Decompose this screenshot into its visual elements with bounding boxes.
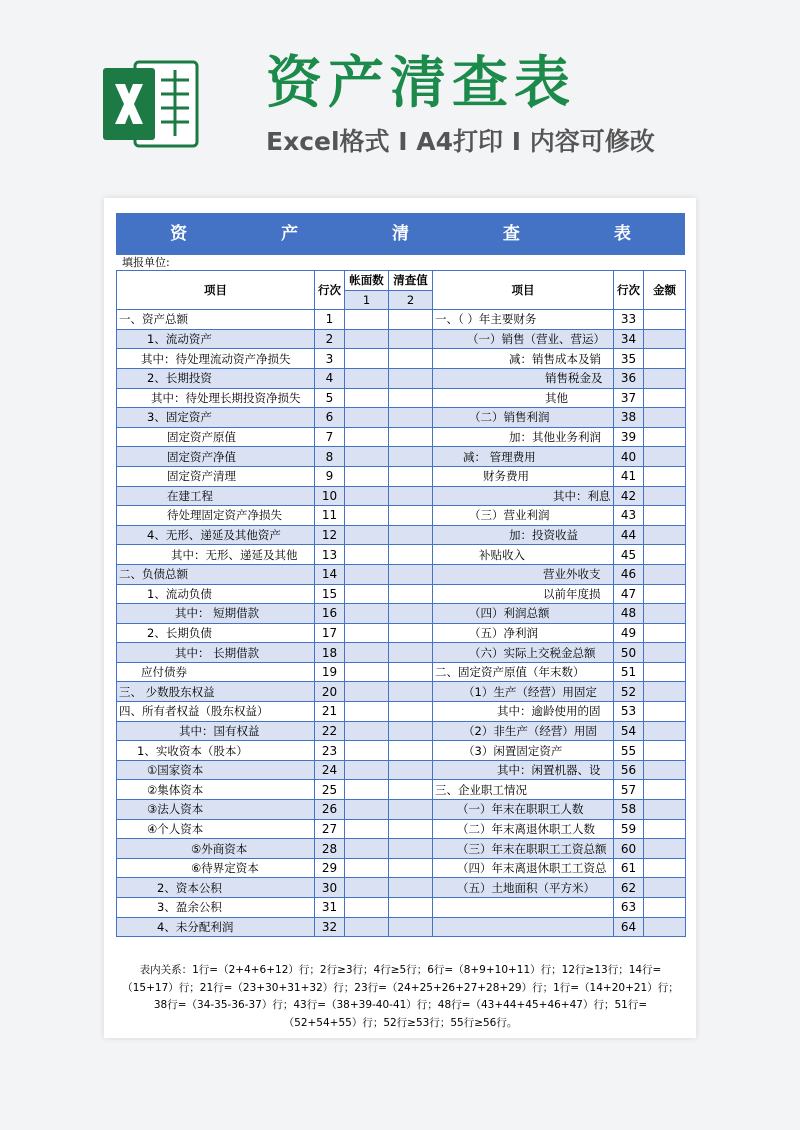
amount-cell[interactable] (644, 721, 686, 741)
right-item-cell: （四）利润总额 (433, 604, 614, 624)
table-row (117, 800, 686, 820)
check-value-cell[interactable] (389, 780, 433, 800)
table-row (117, 584, 686, 604)
left-item-cell: 在建工程 (117, 486, 315, 506)
page-title: 资产清查表 (266, 51, 576, 116)
amount-cell[interactable] (644, 878, 686, 898)
header-book-index: 1 (345, 290, 389, 310)
book-value-cell[interactable] (345, 427, 389, 447)
book-value-cell[interactable] (345, 800, 389, 820)
right-row-no-cell: 61 (614, 858, 644, 878)
right-item-cell: （五）净利润 (433, 623, 614, 643)
amount-cell[interactable] (644, 662, 686, 682)
book-value-cell[interactable] (345, 447, 389, 467)
check-value-cell[interactable] (389, 623, 433, 643)
amount-cell[interactable] (644, 388, 686, 408)
left-row-no-cell: 10 (315, 486, 345, 506)
left-row-no-cell: 14 (315, 564, 345, 584)
amount-cell[interactable] (644, 623, 686, 643)
sheet-paper (104, 198, 696, 1038)
check-value-cell[interactable] (389, 447, 433, 467)
book-value-cell[interactable] (345, 604, 389, 624)
check-value-cell[interactable] (389, 564, 433, 584)
left-row-no-cell: 31 (315, 898, 345, 918)
book-value-cell[interactable] (345, 349, 389, 369)
amount-cell[interactable] (644, 898, 686, 918)
right-row-no-cell: 50 (614, 643, 644, 663)
check-value-cell[interactable] (389, 525, 433, 545)
right-item-cell: 营业外收支 (433, 564, 614, 584)
table-row (117, 623, 686, 643)
amount-cell[interactable] (644, 858, 686, 878)
book-value-cell[interactable] (345, 329, 389, 349)
left-item-cell: 其中：待处理流动资产净损失 (117, 349, 315, 369)
excel-logo-icon (101, 58, 201, 150)
table-row (117, 741, 686, 761)
left-item-cell: 3、盈余公积 (117, 898, 315, 918)
left-item-cell: 待处理固定资产净损失 (117, 506, 315, 526)
left-row-no-cell: 15 (315, 584, 345, 604)
check-value-cell[interactable] (389, 800, 433, 820)
right-row-no-cell: 35 (614, 349, 644, 369)
left-item-cell: 固定资产原值 (117, 427, 315, 447)
book-value-cell[interactable] (345, 721, 389, 741)
table-row (117, 917, 686, 937)
amount-cell[interactable] (644, 427, 686, 447)
left-item-cell: 4、无形、递延及其他资产 (117, 525, 315, 545)
amount-cell[interactable] (644, 310, 686, 330)
check-value-cell[interactable] (389, 368, 433, 388)
table-row (117, 721, 686, 741)
check-value-cell[interactable] (389, 643, 433, 663)
amount-cell[interactable] (644, 368, 686, 388)
check-value-cell[interactable] (389, 741, 433, 761)
amount-cell[interactable] (644, 643, 686, 663)
check-value-cell[interactable] (389, 584, 433, 604)
left-row-no-cell: 9 (315, 466, 345, 486)
table-row (117, 819, 686, 839)
left-item-cell: 1、实收资本（股本） (117, 741, 315, 761)
table-row (117, 898, 686, 918)
check-value-cell[interactable] (389, 388, 433, 408)
left-row-no-cell: 8 (315, 447, 345, 467)
right-item-cell: 其中：利息 (433, 486, 614, 506)
right-item-cell: 减：销售成本及销 (433, 349, 614, 369)
right-row-no-cell: 63 (614, 898, 644, 918)
amount-cell[interactable] (644, 525, 686, 545)
right-item-cell: （3）闲置固定资产 (433, 741, 614, 761)
left-item-cell: 固定资产清理 (117, 466, 315, 486)
right-row-no-cell: 47 (614, 584, 644, 604)
check-value-cell[interactable] (389, 878, 433, 898)
table-row (117, 466, 686, 486)
book-value-cell[interactable] (345, 408, 389, 428)
left-row-no-cell: 21 (315, 702, 345, 722)
book-value-cell[interactable] (345, 486, 389, 506)
left-row-no-cell: 29 (315, 858, 345, 878)
book-value-cell[interactable] (345, 760, 389, 780)
left-item-cell: 2、长期负债 (117, 623, 315, 643)
left-row-no-cell: 11 (315, 506, 345, 526)
sheet-title: 资 产 清 查 表 (116, 213, 685, 255)
left-row-no-cell: 32 (315, 917, 345, 937)
table-notes: 表内关系：1行=（2+4+6+12）行；2行≥3行；4行≥5行；6行=（8+9+10+11）行；12行≥13行；14行=（15+17）行；21行=（23+30+31+32）行；23行=（24+25+26+27+28+29）行；1行=（14+20+21）行；38行=（34-35-36-37）行；43行=（38+39-40-41）行；48行=（43+44+45+46+47）行；51行=（52+54+55）行；52行≥53行；55行≥56行。 (122, 964, 679, 1029)
right-item-cell: 以前年度损 (433, 584, 614, 604)
right-item-cell: 销售税金及 (433, 368, 614, 388)
left-row-no-cell: 28 (315, 839, 345, 859)
book-value-cell[interactable] (345, 466, 389, 486)
table-row (117, 682, 686, 702)
left-row-no-cell: 12 (315, 525, 345, 545)
left-row-no-cell: 26 (315, 800, 345, 820)
book-value-cell[interactable] (345, 780, 389, 800)
left-row-no-cell: 16 (315, 604, 345, 624)
left-row-no-cell: 20 (315, 682, 345, 702)
header-check-index: 2 (389, 290, 433, 310)
book-value-cell[interactable] (345, 584, 389, 604)
left-row-no-cell: 17 (315, 623, 345, 643)
right-row-no-cell: 60 (614, 839, 644, 859)
check-value-cell[interactable] (389, 819, 433, 839)
header-amount: 金额 (644, 271, 686, 310)
header-book-value: 帐面数 (345, 271, 389, 291)
check-value-cell[interactable] (389, 839, 433, 859)
book-value-cell[interactable] (345, 310, 389, 330)
left-item-cell: 2、资本公积 (117, 878, 315, 898)
header-item-right: 项目 (433, 271, 614, 310)
left-item-cell: 四、所有者权益（股东权益） (117, 702, 315, 722)
amount-cell[interactable] (644, 584, 686, 604)
table-row (117, 839, 686, 859)
right-row-no-cell: 59 (614, 819, 644, 839)
left-item-cell: 三、 少数股东权益 (117, 682, 315, 702)
check-value-cell[interactable] (389, 662, 433, 682)
left-row-no-cell: 30 (315, 878, 345, 898)
right-row-no-cell: 45 (614, 545, 644, 565)
amount-cell[interactable] (644, 760, 686, 780)
right-item-cell: 其中：逾龄使用的固 (433, 702, 614, 722)
amount-cell[interactable] (644, 702, 686, 722)
book-value-cell[interactable] (345, 643, 389, 663)
amount-cell[interactable] (644, 819, 686, 839)
right-row-no-cell: 39 (614, 427, 644, 447)
right-item-cell: （四）年末离退休职工工资总 (433, 858, 614, 878)
table-row (117, 310, 686, 330)
right-row-no-cell: 57 (614, 780, 644, 800)
check-value-cell[interactable] (389, 682, 433, 702)
right-item-cell: （一）年末在职职工人数 (433, 800, 614, 820)
right-row-no-cell: 62 (614, 878, 644, 898)
right-item-cell: （1）生产（经营）用固定 (433, 682, 614, 702)
left-item-cell: 其中： 长期借款 (117, 643, 315, 663)
check-value-cell[interactable] (389, 721, 433, 741)
left-item-cell: 其中：国有权益 (117, 721, 315, 741)
table-row (117, 349, 686, 369)
left-item-cell: ②集体资本 (117, 780, 315, 800)
amount-cell[interactable] (644, 466, 686, 486)
book-value-cell[interactable] (345, 525, 389, 545)
table-row (117, 525, 686, 545)
check-value-cell[interactable] (389, 545, 433, 565)
left-item-cell: 其中：待处理长期投资净损失 (117, 388, 315, 408)
right-item-cell: 其他 (433, 388, 614, 408)
book-value-cell[interactable] (345, 682, 389, 702)
right-item-cell: 减： 管理费用 (433, 447, 614, 467)
table-row (117, 368, 686, 388)
right-item-cell: （三）年末在职职工工资总额 (433, 839, 614, 859)
right-item-cell (433, 898, 614, 918)
left-item-cell: ③法人资本 (117, 800, 315, 820)
table-row (117, 329, 686, 349)
check-value-cell[interactable] (389, 408, 433, 428)
left-item-cell: ⑤外商资本 (117, 839, 315, 859)
right-row-no-cell: 33 (614, 310, 644, 330)
table-row (117, 427, 686, 447)
book-value-cell[interactable] (345, 898, 389, 918)
right-row-no-cell: 46 (614, 564, 644, 584)
check-value-cell[interactable] (389, 310, 433, 330)
check-value-cell[interactable] (389, 486, 433, 506)
check-value-cell[interactable] (389, 858, 433, 878)
left-item-cell: ①国家资本 (117, 760, 315, 780)
right-row-no-cell: 36 (614, 368, 644, 388)
book-value-cell[interactable] (345, 662, 389, 682)
left-item-cell: 应付债券 (117, 662, 315, 682)
right-item-cell (433, 917, 614, 937)
right-item-cell: 财务费用 (433, 466, 614, 486)
left-row-no-cell: 24 (315, 760, 345, 780)
check-value-cell[interactable] (389, 466, 433, 486)
table-row (117, 643, 686, 663)
asset-table (116, 270, 686, 937)
unit-label: 填报单位: (122, 256, 170, 269)
header-row-no-right: 行次 (614, 271, 644, 310)
book-value-cell[interactable] (345, 545, 389, 565)
right-item-cell: 加：投资收益 (433, 525, 614, 545)
check-value-cell[interactable] (389, 427, 433, 447)
amount-cell[interactable] (644, 564, 686, 584)
right-row-no-cell: 56 (614, 760, 644, 780)
left-item-cell: 其中：无形、递延及其他 (117, 545, 315, 565)
amount-cell[interactable] (644, 545, 686, 565)
amount-cell[interactable] (644, 349, 686, 369)
left-row-no-cell: 18 (315, 643, 345, 663)
header-item: 项目 (117, 271, 315, 310)
right-row-no-cell: 53 (614, 702, 644, 722)
book-value-cell[interactable] (345, 819, 389, 839)
check-value-cell[interactable] (389, 702, 433, 722)
right-item-cell: （三）营业利润 (433, 506, 614, 526)
left-item-cell: 1、流动资产 (117, 329, 315, 349)
right-row-no-cell: 54 (614, 721, 644, 741)
left-row-no-cell: 5 (315, 388, 345, 408)
right-row-no-cell: 52 (614, 682, 644, 702)
amount-cell[interactable] (644, 800, 686, 820)
book-value-cell[interactable] (345, 839, 389, 859)
left-item-cell: 其中： 短期借款 (117, 604, 315, 624)
right-item-cell: （一）销售（营业、营运） (433, 329, 614, 349)
amount-cell[interactable] (644, 917, 686, 937)
left-item-cell: ④个人资本 (117, 819, 315, 839)
book-value-cell[interactable] (345, 388, 389, 408)
check-value-cell[interactable] (389, 349, 433, 369)
left-row-no-cell: 1 (315, 310, 345, 330)
left-row-no-cell: 13 (315, 545, 345, 565)
table-row (117, 760, 686, 780)
right-row-no-cell: 51 (614, 662, 644, 682)
right-item-cell: （二）年末离退休职工人数 (433, 819, 614, 839)
right-item-cell: 补贴收入 (433, 545, 614, 565)
left-item-cell: 3、固定资产 (117, 408, 315, 428)
amount-cell[interactable] (644, 447, 686, 467)
table-row (117, 486, 686, 506)
header-row-no: 行次 (315, 271, 345, 310)
right-row-no-cell: 58 (614, 800, 644, 820)
left-item-cell: 二、负债总额 (117, 564, 315, 584)
table-row (117, 604, 686, 624)
right-row-no-cell: 41 (614, 466, 644, 486)
check-value-cell[interactable] (389, 917, 433, 937)
left-row-no-cell: 23 (315, 741, 345, 761)
table-row (117, 662, 686, 682)
book-value-cell[interactable] (345, 564, 389, 584)
table-row (117, 780, 686, 800)
book-value-cell[interactable] (345, 702, 389, 722)
left-row-no-cell: 25 (315, 780, 345, 800)
left-row-no-cell: 4 (315, 368, 345, 388)
book-value-cell[interactable] (345, 623, 389, 643)
amount-cell[interactable] (644, 506, 686, 526)
left-item-cell: 一、资产总额 (117, 310, 315, 330)
amount-cell[interactable] (644, 741, 686, 761)
book-value-cell[interactable] (345, 917, 389, 937)
check-value-cell[interactable] (389, 506, 433, 526)
left-row-no-cell: 7 (315, 427, 345, 447)
check-value-cell[interactable] (389, 898, 433, 918)
table-row (117, 506, 686, 526)
book-value-cell[interactable] (345, 858, 389, 878)
left-item-cell: 1、流动负债 (117, 584, 315, 604)
right-row-no-cell: 42 (614, 486, 644, 506)
amount-cell[interactable] (644, 408, 686, 428)
right-row-no-cell: 34 (614, 329, 644, 349)
book-value-cell[interactable] (345, 506, 389, 526)
page-subtitle: Excel格式 Ⅰ A4打印 Ⅰ 内容可修改 (266, 127, 655, 156)
right-row-no-cell: 55 (614, 741, 644, 761)
right-row-no-cell: 49 (614, 623, 644, 643)
left-row-no-cell: 22 (315, 721, 345, 741)
right-row-no-cell: 37 (614, 388, 644, 408)
amount-cell[interactable] (644, 780, 686, 800)
amount-cell[interactable] (644, 486, 686, 506)
right-item-cell: 一、（ ）年主要财务 (433, 310, 614, 330)
header-check-value: 清查值 (389, 271, 433, 291)
right-item-cell: （五）土地面积（平方米） (433, 878, 614, 898)
right-row-no-cell: 38 (614, 408, 644, 428)
right-row-no-cell: 44 (614, 525, 644, 545)
table-row (117, 388, 686, 408)
left-row-no-cell: 2 (315, 329, 345, 349)
right-item-cell: 其中：闲置机器、设 (433, 760, 614, 780)
amount-cell[interactable] (644, 839, 686, 859)
left-item-cell: 4、未分配利润 (117, 917, 315, 937)
left-row-no-cell: 6 (315, 408, 345, 428)
book-value-cell[interactable] (345, 878, 389, 898)
right-item-cell: 三、企业职工情况 (433, 780, 614, 800)
left-row-no-cell: 19 (315, 662, 345, 682)
check-value-cell[interactable] (389, 329, 433, 349)
right-row-no-cell: 64 (614, 917, 644, 937)
left-item-cell: ⑥待界定资本 (117, 858, 315, 878)
right-item-cell: （2）非生产（经营）用固 (433, 721, 614, 741)
left-row-no-cell: 27 (315, 819, 345, 839)
table-row (117, 702, 686, 722)
right-item-cell: （六）实际上交税金总额 (433, 643, 614, 663)
left-item-cell: 固定资产净值 (117, 447, 315, 467)
amount-cell[interactable] (644, 682, 686, 702)
amount-cell[interactable] (644, 604, 686, 624)
book-value-cell[interactable] (345, 741, 389, 761)
table-row (117, 408, 686, 428)
left-row-no-cell: 3 (315, 349, 345, 369)
left-item-cell: 2、长期投资 (117, 368, 315, 388)
right-row-no-cell: 43 (614, 506, 644, 526)
table-row (117, 447, 686, 467)
check-value-cell[interactable] (389, 760, 433, 780)
amount-cell[interactable] (644, 329, 686, 349)
table-row (117, 545, 686, 565)
right-row-no-cell: 40 (614, 447, 644, 467)
table-row (117, 858, 686, 878)
table-row (117, 878, 686, 898)
table-row (117, 564, 686, 584)
right-item-cell: （二）销售利润 (433, 408, 614, 428)
right-item-cell: 二、固定资产原值（年末数） (433, 662, 614, 682)
check-value-cell[interactable] (389, 604, 433, 624)
book-value-cell[interactable] (345, 368, 389, 388)
right-row-no-cell: 48 (614, 604, 644, 624)
right-item-cell: 加：其他业务利润 (433, 427, 614, 447)
